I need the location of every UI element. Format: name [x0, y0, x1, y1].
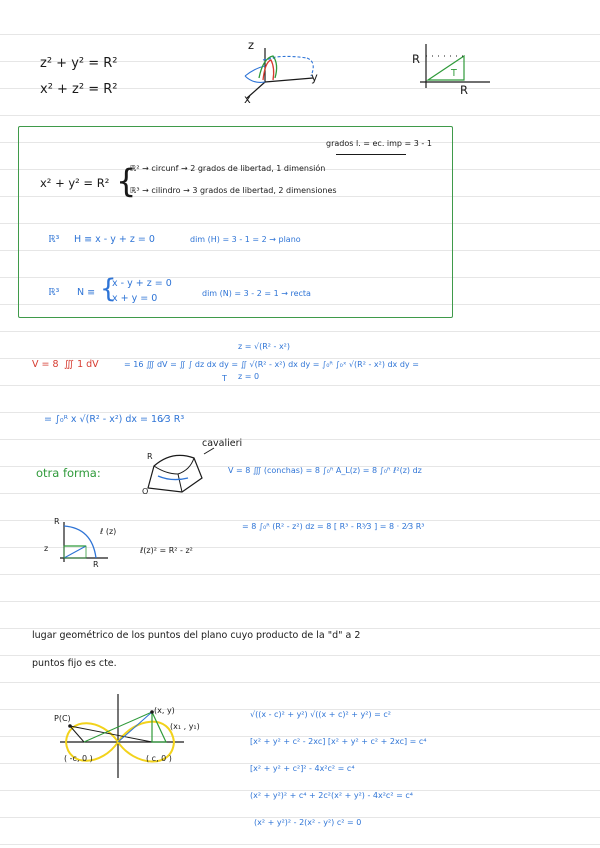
- small-R-top: R: [54, 517, 60, 526]
- cylinder-equation: x² + y² = R²: [40, 176, 110, 190]
- line-system-2: x + y = 0: [112, 293, 158, 304]
- locus-line-1: lugar geométrico de los puntos del plano cuyo producto de la "d" a 2: [32, 630, 361, 641]
- volume-start: V = 8: [32, 359, 59, 370]
- plane-definition: H ≡ x - y + z = 0: [74, 234, 155, 245]
- small-l: ℓ (z): [100, 527, 117, 536]
- cavalieri-solid-sketch: [142, 448, 222, 498]
- axis-x-label: x: [244, 92, 251, 106]
- alt-formula-1: V = 8 ∭ (conchas) = 8 ∫₀ᴿ A_L(z) = 8 ∫₀ᴿ ℓ²(z) dz: [228, 466, 422, 475]
- line-brace: {: [100, 274, 117, 304]
- point-P-label: P(C): [54, 714, 71, 723]
- line-dimension: dim (N) = 3 - 2 = 1 → recta: [202, 289, 311, 298]
- plane-dimension: dim (H) = 3 - 1 = 2 → plano: [190, 235, 301, 244]
- line-system-1: x - y + z = 0: [112, 278, 172, 289]
- small-z: z: [44, 544, 49, 553]
- triangle-T-label: T: [451, 68, 457, 79]
- triangle-R-top: R: [412, 52, 420, 66]
- equation-2: x² + z² = R²: [40, 82, 118, 97]
- axis-y-label: y: [311, 70, 318, 84]
- line-name: N ≡: [77, 287, 96, 298]
- cavalieri-label: cavalieri: [202, 438, 243, 449]
- r2-description: ℝ² → circunf → 2 grados de libertad, 1 dimensión: [130, 164, 326, 173]
- y-axis: [265, 78, 313, 82]
- triangle-T: [428, 56, 464, 80]
- volume-chain: = 16 ∭ dV = ∬ ∫ dz dx dy = ∬ √(R² - x²) dx dy = ∫₀ᴿ ∫₀ˣ √(R² - x²) dx dy =: [124, 360, 419, 369]
- inner-upper-limit: z = √(R² - x²): [238, 342, 291, 351]
- cylinder-blue: [263, 56, 313, 76]
- note-underline: [336, 154, 406, 155]
- locus-eq-4: (x² + y²)² + c⁴ + 2c²(x² + y²) - 4x²c² = c⁴: [250, 791, 413, 800]
- equation-1: z² + y² = R²: [40, 56, 118, 71]
- point-x1y1-label: (x₁ , y₁): [170, 722, 200, 731]
- triangle-region-sketch: [418, 42, 498, 92]
- cavalieri-O: O: [142, 487, 149, 496]
- triangle-R-bottom: R: [460, 83, 468, 97]
- lemniscate-sketch: [52, 690, 192, 780]
- locus-eq-3: [x² + y² + c²]² - 4x²c² = c⁴: [250, 764, 355, 773]
- cavalieri-R: R: [147, 452, 153, 461]
- locus-line-2: puntos fijo es cte.: [32, 658, 117, 669]
- line-space: ℝ³: [48, 287, 60, 298]
- small-R-bottom: R: [93, 560, 99, 569]
- locus-eq-5: (x² + y²)² - 2(x² - y²) c² = 0: [254, 818, 362, 827]
- locus-eq-1: √((x - c)² + y²) √((x + c)² + y²) = c²: [250, 710, 392, 719]
- brace-left: {: [116, 162, 137, 200]
- volume-red-integral: ∭ 1 dV: [64, 359, 99, 370]
- locus-eq-2: [x² + y² + c² - 2xc] [x² + y² + c² + 2xc] = c⁴: [250, 737, 427, 746]
- right-focus-label: ( c, 0 ): [146, 754, 172, 763]
- point-xy-label: (x, y): [154, 706, 175, 715]
- axis-z-label: z: [248, 38, 255, 52]
- grados-note: grados l. = ec. imp = 3 - 1: [326, 139, 432, 148]
- alt-method-label: otra forma:: [36, 466, 101, 480]
- plane-space: ℝ³: [48, 234, 60, 245]
- region-T-label: T: [222, 374, 227, 383]
- l-equation: ℓ(z)² = R² - z²: [140, 546, 193, 555]
- inner-lower-limit: z = 0: [238, 372, 260, 381]
- alt-formula-2: = 8 ∫₀ᴿ (R² - z²) dz = 8 [ R³ - R³⁄3 ] = 8 · 2⁄3 R³: [242, 522, 425, 531]
- left-focus-label: ( -c, 0 ): [64, 754, 93, 763]
- r3-description: ℝ³ → cilindro → 3 grados de libertad, 2 dimensiones: [130, 186, 337, 195]
- volume-result: = ∫₀ᴿ x √(R² - x²) dx = 16⁄3 R³: [44, 414, 185, 425]
